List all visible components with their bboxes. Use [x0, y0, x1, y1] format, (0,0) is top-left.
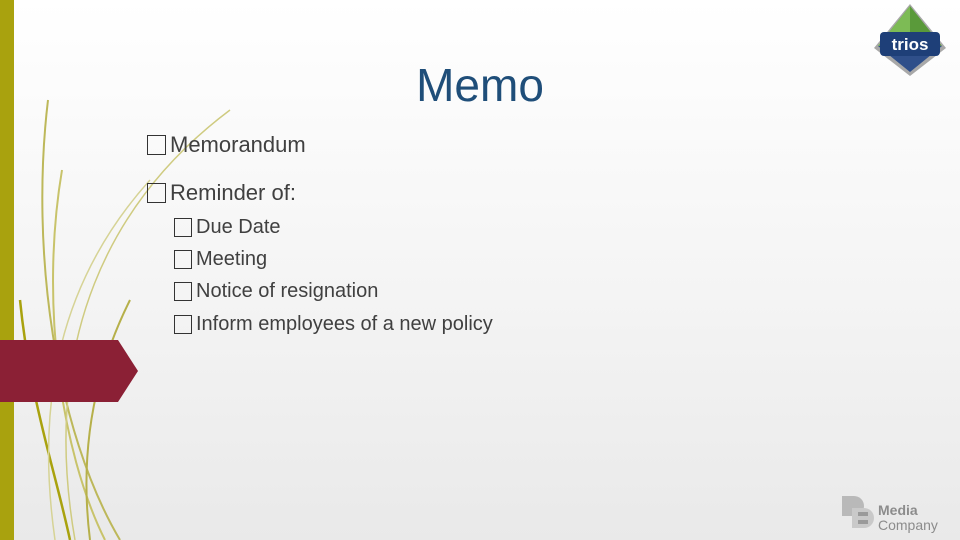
dde-logo-line1: Media — [878, 502, 918, 518]
sub-bullet-text: Due Date — [196, 215, 281, 238]
red-accent-tab — [0, 340, 138, 402]
bullet-box-icon — [174, 218, 192, 237]
bullet-text: Reminder of: — [170, 180, 296, 205]
bullet-box-icon — [174, 282, 192, 301]
bullet-box-icon — [174, 250, 192, 269]
trios-logo-text: trios — [891, 35, 929, 54]
sub-bullet-text: Notice of resignation — [196, 279, 379, 302]
bullet-box-icon — [147, 183, 166, 203]
sub-bullet-text: Meeting — [196, 247, 268, 270]
bullet-box-icon — [174, 315, 192, 334]
bullet-memorandum — [147, 132, 306, 158]
bullet-box-icon — [147, 135, 166, 155]
dde-logo-text — [878, 503, 938, 533]
sub-bullet-inform-employees — [174, 312, 493, 336]
trios-logo — [872, 2, 948, 78]
bullet-text: Memorandum — [170, 132, 306, 157]
sub-bullet-text: Inform employees of a new policy — [196, 312, 493, 335]
slide-title: Memo — [416, 59, 544, 111]
dde-logo-line2: Company — [878, 517, 938, 533]
bullet-reminder-of — [147, 180, 296, 206]
sub-bullet-meeting — [174, 247, 267, 271]
sub-bullet-notice-of-resignation — [174, 279, 378, 303]
sub-bullet-due-date — [174, 215, 281, 239]
